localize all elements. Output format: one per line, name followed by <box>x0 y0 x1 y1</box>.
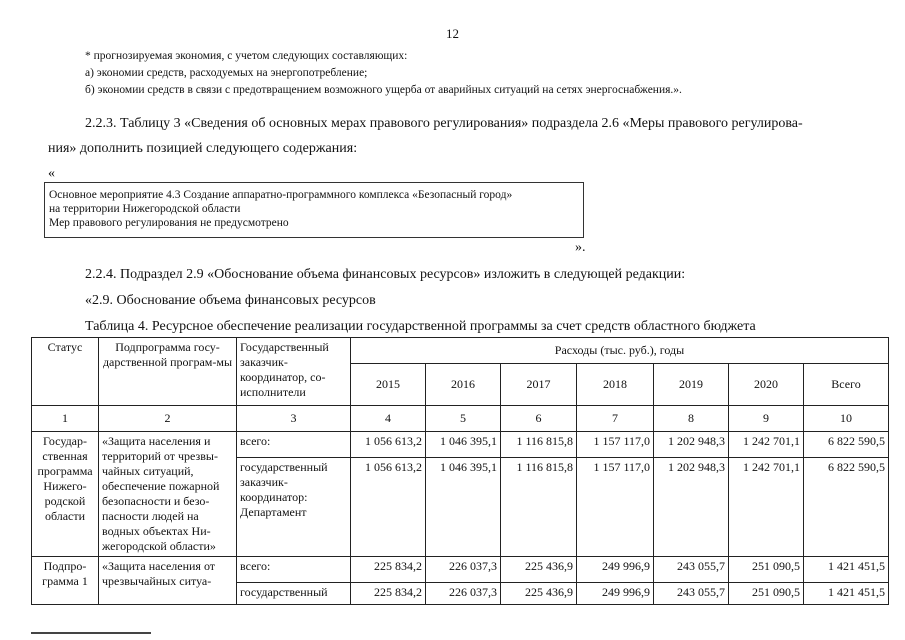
cell-value: 226 037,3 <box>426 557 501 583</box>
row-program-name: «Защита населения и территорий от чрезвы-чайных ситуаций, обеспечение пожарной безопасности и безо-пасности людей на водных объектах Ни-жегородской области» <box>99 432 237 557</box>
cell-value: 1 242 701,1 <box>729 432 804 458</box>
header-status: Статус <box>32 338 99 406</box>
cell-total: 1 421 451,5 <box>804 583 889 605</box>
quote-close: ». <box>575 240 586 255</box>
header-year-2017: 2017 <box>501 364 577 406</box>
header-customer: Государственный заказчик-координатор, со-исполнители <box>237 338 351 406</box>
cell-value: 1 116 815,8 <box>501 432 577 458</box>
col-number: 3 <box>237 406 351 432</box>
header-subprogram: Подпрограмма госу-дарственной програм-мы <box>99 338 237 406</box>
row-status: Подпро-грамма 1 <box>32 557 99 605</box>
col-number: 10 <box>804 406 889 432</box>
header-year-2020: 2020 <box>729 364 804 406</box>
note-line-3: б) экономии средств в связи с предотвращением возможного ущерба от аварийных ситуаций на сетях энергоснабжения.». <box>85 84 682 96</box>
cell-value: 226 037,3 <box>426 583 501 605</box>
cell-total: 1 421 451,5 <box>804 557 889 583</box>
row-program-name: «Защита населения от чрезвычайных ситуа- <box>99 557 237 605</box>
page-bottom-rule <box>31 632 151 634</box>
box-line-3: Мер правового регулирования не предусмотрено <box>49 217 289 229</box>
cell-value: 1 056 613,2 <box>351 432 426 458</box>
col-number: 9 <box>729 406 804 432</box>
col-number: 7 <box>577 406 654 432</box>
cell-value: 1 046 395,1 <box>426 432 501 458</box>
cell-value: 225 834,2 <box>351 583 426 605</box>
cell-value: 1 202 948,3 <box>654 432 729 458</box>
row-customer: государственный заказчик-координатор: Департамент <box>237 458 351 557</box>
header-year-2019: 2019 <box>654 364 729 406</box>
col-number: 8 <box>654 406 729 432</box>
header-expenses: Расходы (тыс. руб.), годы <box>351 338 889 364</box>
cell-value: 251 090,5 <box>729 557 804 583</box>
col-number: 4 <box>351 406 426 432</box>
cell-value: 1 202 948,3 <box>654 458 729 557</box>
resource-table <box>31 337 889 605</box>
cell-value: 251 090,5 <box>729 583 804 605</box>
cell-value: 1 116 815,8 <box>501 458 577 557</box>
paragraph-2-2-3-line-2: ния» дополнить позицией следующего содержания: <box>48 141 358 156</box>
header-year-2018: 2018 <box>577 364 654 406</box>
note-line-2: а) экономии средств, расходуемых на энергопотребление; <box>85 67 368 79</box>
paragraph-2-2-3-line-1: 2.2.3. Таблицу 3 «Сведения об основных мерах правового регулирования» подраздела 2.6 «Меры правового регулирова- <box>85 116 803 131</box>
page-number: 12 <box>446 26 459 41</box>
col-number: 2 <box>99 406 237 432</box>
col-number: 5 <box>426 406 501 432</box>
cell-value: 1 157 117,0 <box>577 458 654 557</box>
cell-total: 6 822 590,5 <box>804 458 889 557</box>
cell-value: 1 242 701,1 <box>729 458 804 557</box>
cell-value: 1 046 395,1 <box>426 458 501 557</box>
box-line-2: на территории Нижегородской области <box>49 203 241 215</box>
box-line-1: Основное мероприятие 4.3 Создание аппаратно-программного комплекса «Безопасный город» <box>49 189 513 201</box>
cell-value: 243 055,7 <box>654 557 729 583</box>
header-total: Всего <box>804 364 889 406</box>
header-year-2015: 2015 <box>351 364 426 406</box>
cell-value: 225 834,2 <box>351 557 426 583</box>
row-customer: всего: <box>237 557 351 583</box>
cell-value: 1 157 117,0 <box>577 432 654 458</box>
note-line-1: * прогнозируемая экономия, с учетом следующих составляющих: <box>85 50 408 62</box>
paragraph-2-2-4: 2.2.4. Подраздел 2.9 «Обоснование объема финансовых ресурсов» изложить в следующей редакции: <box>85 267 686 282</box>
row-customer: государственный <box>237 583 351 605</box>
section-2-9-heading: «2.9. Обоснование объема финансовых ресурсов <box>85 293 376 308</box>
cell-total: 6 822 590,5 <box>804 432 889 458</box>
row-customer: всего: <box>237 432 351 458</box>
cell-value: 243 055,7 <box>654 583 729 605</box>
cell-value: 225 436,9 <box>501 557 577 583</box>
row-status: Государ-ственная программа Нижего-родской области <box>32 432 99 557</box>
inserted-position-box <box>44 182 584 238</box>
cell-value: 249 996,9 <box>577 557 654 583</box>
col-number: 6 <box>501 406 577 432</box>
cell-value: 1 056 613,2 <box>351 458 426 557</box>
col-number: 1 <box>32 406 99 432</box>
header-year-2016: 2016 <box>426 364 501 406</box>
cell-value: 225 436,9 <box>501 583 577 605</box>
table-caption: Таблица 4. Ресурсное обеспечение реализации государственной программы за счет средств областного бюджета <box>85 319 756 334</box>
quote-open: « <box>48 166 55 181</box>
cell-value: 249 996,9 <box>577 583 654 605</box>
